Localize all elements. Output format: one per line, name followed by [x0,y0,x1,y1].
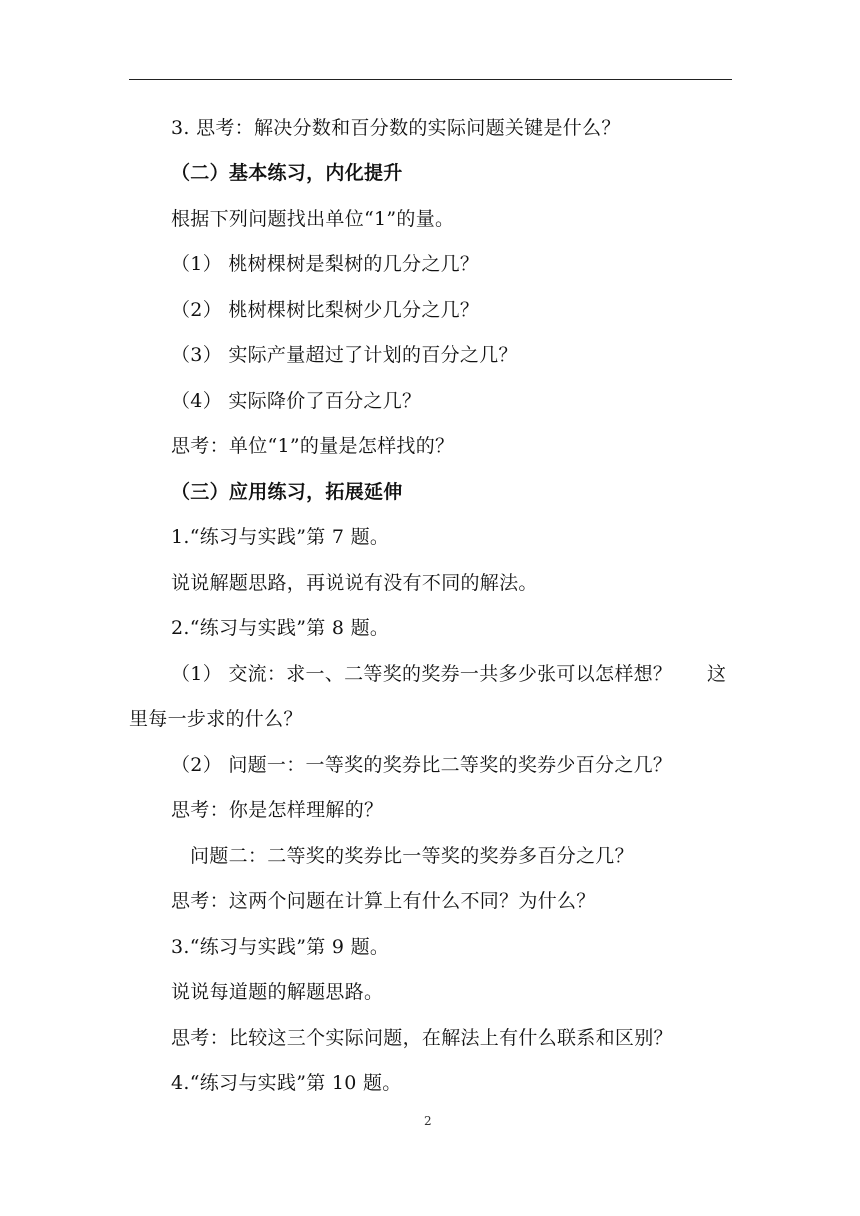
think-difference: 思考：这两个问题在计算上有什么不同？为什么？ [171,890,596,912]
exercise-8-item-1: （1） 交流：求一、二等奖的奖券一共多少张可以怎样想？ [171,663,673,685]
exercise-8: 2.“练习与实践”第 8 题。 [171,617,390,639]
question-item-4: （4） 实际降价了百分之几？ [171,390,422,412]
question-item-2: （2） 桃树棵树比梨树少几分之几？ [171,299,480,321]
question-item-1: （1） 桃树棵树是梨树的几分之几？ [171,253,480,275]
exercise-9-prompt: 说说每道题的解题思路。 [171,981,384,1003]
exercise-9: 3.“练习与实践”第 9 题。 [171,936,390,958]
think-compare: 思考：比较这三个实际问题，在解法上有什么联系和区别？ [171,1027,673,1049]
exercise-8-item-2: （2） 问题一：一等奖的奖券比二等奖的奖券少百分之几？ [171,754,673,776]
section-heading-applied-practice: （三）应用练习，拓展延伸 [171,481,403,503]
think-unit-one: 思考：单位“1”的量是怎样找的？ [171,435,455,457]
exercise-8-item-1-wrap: 这 [707,663,727,685]
question-item-3: （3） 实际产量超过了计划的百分之几？ [171,344,518,366]
think-understanding: 思考：你是怎样理解的？ [171,799,384,821]
think-key-question: 3. 思考：解决分数和百分数的实际问题关键是什么？ [171,117,621,139]
header-rule [129,79,732,80]
question-two: 问题二：二等奖的奖券比一等奖的奖券多百分之几？ [190,845,634,867]
section-heading-basic-practice: （二）基本练习，内化提升 [171,162,403,184]
page-number: 2 [424,1114,432,1128]
exercise-10: 4.“练习与实践”第 10 题。 [171,1072,402,1094]
instruction-find-unit-one: 根据下列问题找出单位“1”的量。 [171,208,455,230]
exercise-8-item-1-continued: 里每一步求的什么？ [129,708,303,730]
exercise-7-prompt: 说说解题思路，再说说有没有不同的解法。 [171,572,538,594]
exercise-7: 1.“练习与实践”第 7 题。 [171,526,390,548]
